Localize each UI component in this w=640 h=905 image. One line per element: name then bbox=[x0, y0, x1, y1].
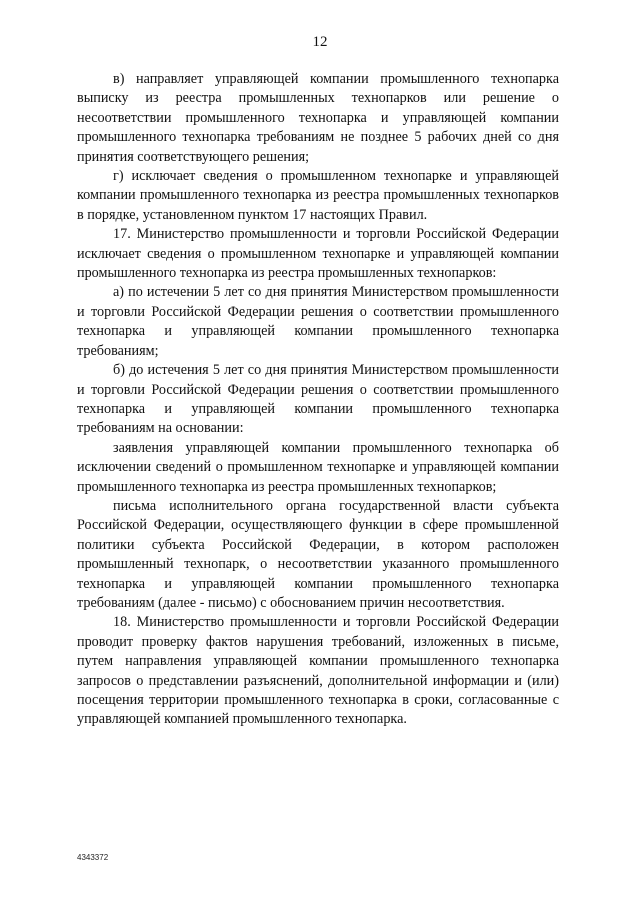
page-number: 12 bbox=[312, 34, 328, 50]
paragraph-letter-basis: письма исполнительного органа государственной власти субъекта Российской Федерации, осуществляющего функции в сфере промышленной политики субъекта Российской Федерации, в котором расположен промышленный технопарк, о несоответствии указанного промышленного технопарка и управляющей компании промышленного технопарка требованиям (далее - письмо) с обоснованием причин несоответствия. bbox=[77, 497, 559, 611]
paragraph-clause-17: 17. Министерство промышленности и торговли Российской Федерации исключает сведения о промышленном технопарке и управляющей компании промышленного технопарка из реестра промышленных технопарков: bbox=[77, 226, 559, 282]
paragraph-application-basis: заявления управляющей компании промышленного технопарка об исключении сведений о промышленном технопарке и управляющей компании промышленного технопарка из реестра промышленных технопарков; bbox=[77, 439, 559, 495]
document-code: 4343372 bbox=[77, 853, 109, 862]
paragraph-item-g: г) исключает сведения о промышленном технопарке и управляющей компании промышленного технопарка из реестра промышленных технопарков в порядке, установленном пунктом 17 настоящих Правил. bbox=[77, 168, 559, 223]
document-body bbox=[77, 70, 559, 730]
paragraph-item-b: б) до истечения 5 лет со дня принятия Министерством промышленности и торговли Российской Федерации решения о соответствии промышленного технопарка и управляющей компании промышленного технопарка требованиям на основании: bbox=[77, 362, 559, 437]
paragraph-item-a: а) по истечении 5 лет со дня принятия Министерством промышленности и торговли Российской Федерации решения о соответствии промышленного технопарка и управляющей компании промышленного технопарка требованиям; bbox=[77, 284, 559, 359]
paragraph-item-v: в) направляет управляющей компании промышленного технопарка выписку из реестра промышленных технопарков или решение о несоответствии промышленного технопарка и управляющей компании промышленного технопарка требованиям не позднее 5 рабочих дней со дня принятия соответствующего решения; bbox=[77, 71, 559, 165]
paragraph-clause-18: 18. Министерство промышленности и торговли Российской Федерации проводит проверку фактов нарушения требований, изложенных в письме, путем направления управляющей компании промышленного технопарка запросов о представлении разъяснений, дополнительной информации и (или) посещения территории промышленного технопарка в сроки, согласованные с управляющей компанией промышленного технопарка. bbox=[77, 614, 559, 728]
